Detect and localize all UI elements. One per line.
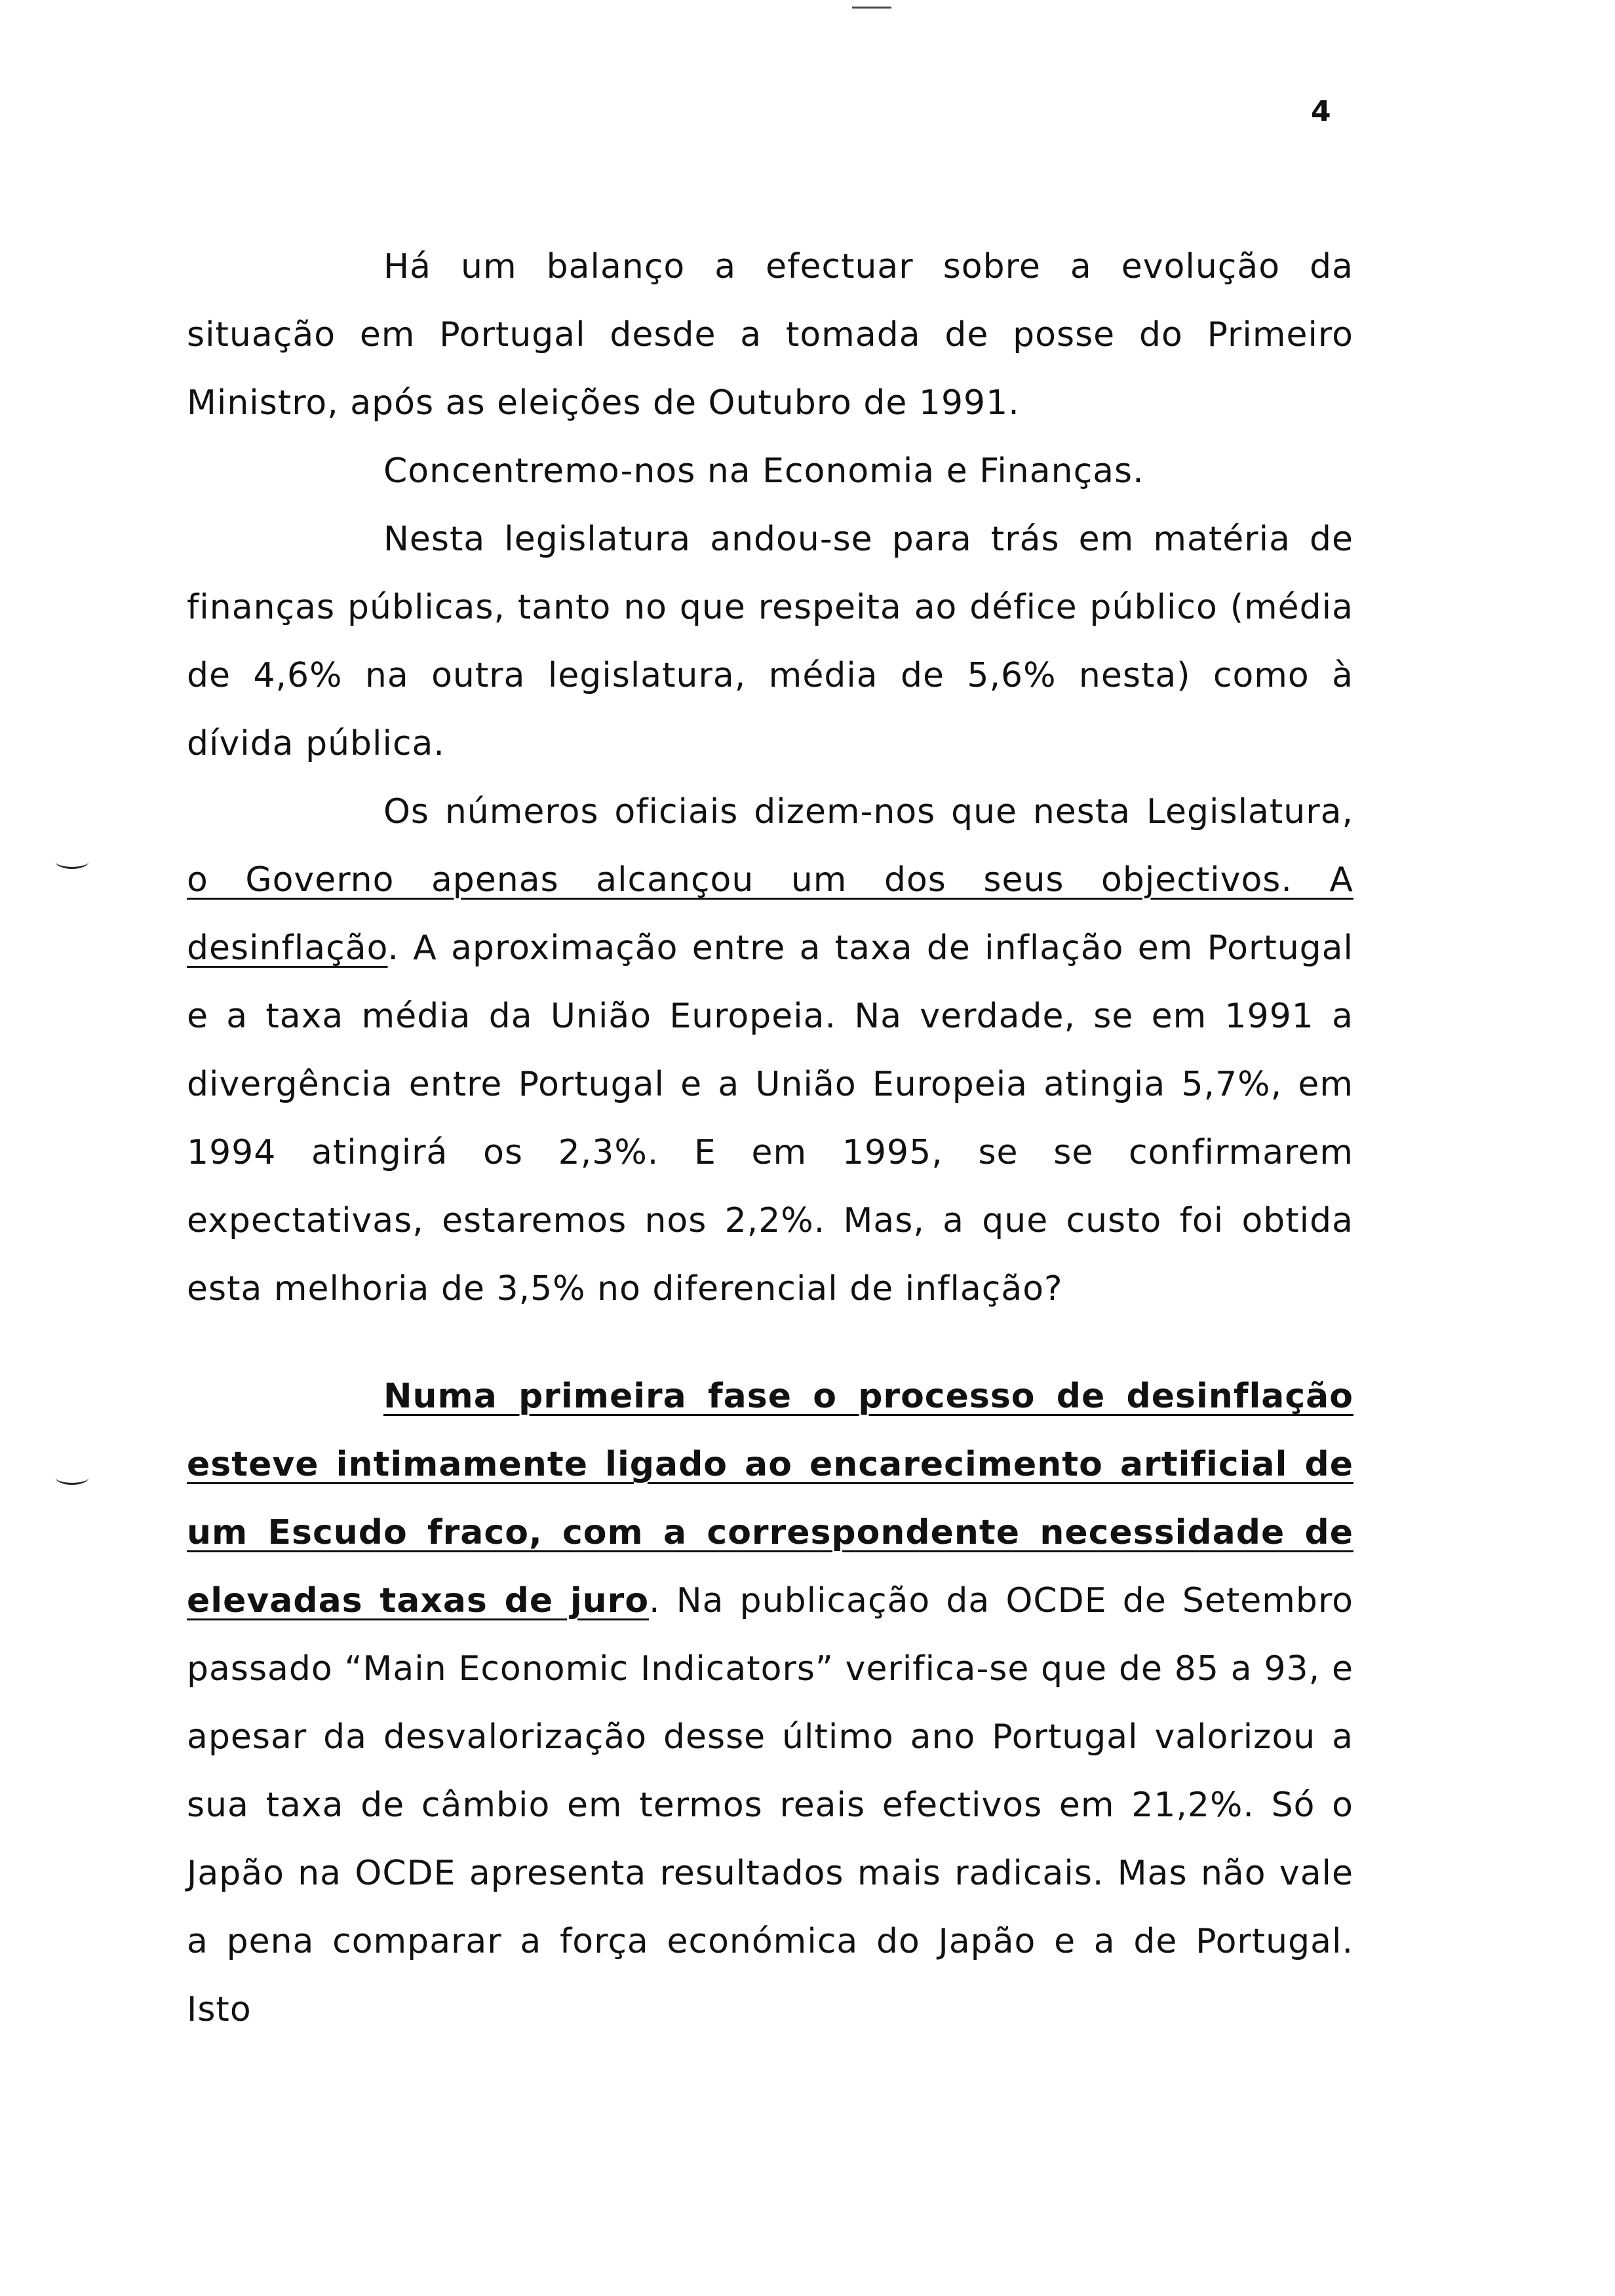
scan-mark <box>852 0 891 9</box>
body-text <box>187 233 1353 2044</box>
margin-annotation-mark <box>56 1471 88 1485</box>
paragraph-inflation-rest: . A aproximação entre a taxa de inflação em Portugal e a taxa média da União Europeia. Na verdade, se em 1991 a divergência entre Portugal e a União Europeia atingia 5,7%, em 1994 atingirá os 2,3%. E em 1995, se se confirmarem expectativas, estaremos nos 2,2%. Mas, a que custo foi obtida esta melhoria de 3,5% no diferencial de inflação? <box>187 928 1353 1309</box>
paragraph-escudo-rest: . Na publicação da OCDE de Setembro passado “Main Economic Indicators” verifica-se que de 85 a 93, e apesar da desvalorização desse último ano Portugal valorizou a sua taxa de câmbio em termos reais efectivos em 21,2%. Só o Japão na OCDE apresenta resultados mais radicais. Mas não vale a pena comparar a força económica do Japão e a de Portugal. Isto <box>187 1581 1353 2029</box>
page-number: 4 <box>1311 95 1331 128</box>
paragraph-balance: Há um balanço a efectuar sobre a evolução da situação em Portugal desde a tomada de posse do Primeiro Ministro, após as eleições de Outubro de 1991. <box>187 247 1353 423</box>
paragraph-escudo <box>187 1362 1353 2044</box>
margin-annotation-mark <box>56 855 88 869</box>
paragraph-focus: Concentremo-nos na Economia e Finanças. <box>383 451 1144 491</box>
paragraph-inflation-intro: Os números oficiais dizem-nos que nesta Legislatura, <box>383 792 1353 832</box>
paragraph-inflation-underlined: o Governo apenas alcançou um dos seus objectivos. A desinflação <box>187 860 1353 968</box>
paragraph-escudo-underlined: Numa primeira fase o processo de desinflação esteve intimamente ligado ao encarecimento artificial de um Escudo fraco, com a correspondente necessidade de elevadas taxas de juro <box>187 1377 1353 1620</box>
paragraph-public-finance: Nesta legislatura andou-se para trás em matéria de finanças públicas, tanto no que respeita ao défice público (média de 4,6% na outra legislatura, média de 5,6% nesta) como à dívida pública. <box>187 520 1353 763</box>
paragraph-inflation <box>187 778 1353 1323</box>
